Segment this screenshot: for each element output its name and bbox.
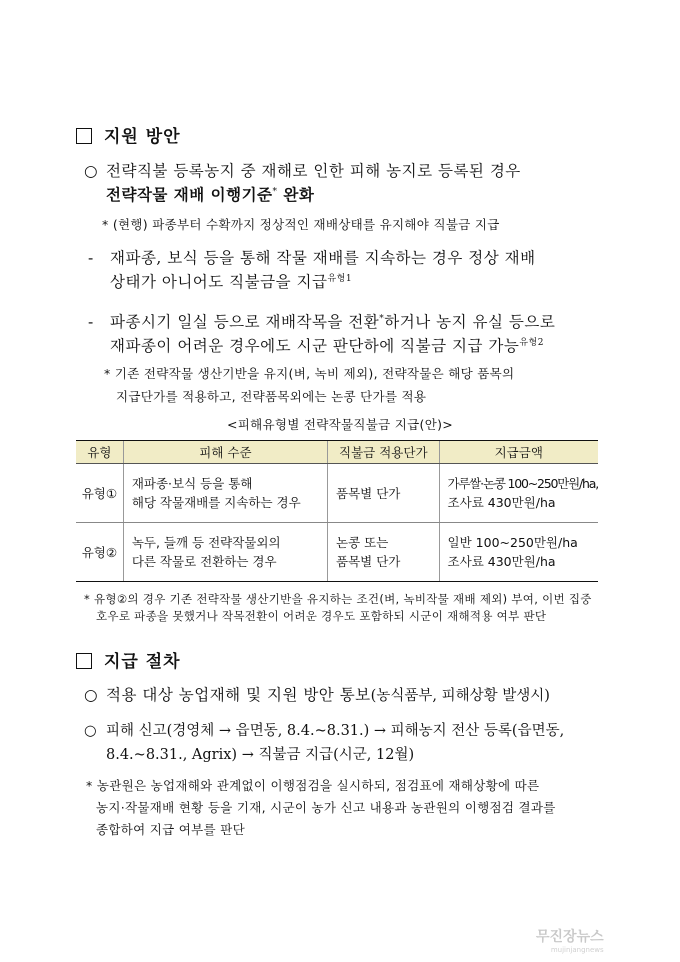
row2-amount: 일반 100~250만원/ha 조사료 430만원/ha (439, 523, 598, 582)
header-damage: 피해 수준 (123, 441, 327, 464)
note-inspection-line3: 종합하여 지급 여부를 판단 (96, 822, 245, 837)
dash-type2-line1: - 파종시기 일실 등으로 재배작목을 전환*하거나 농지 유실 등으로 (88, 313, 556, 331)
note-inspection-line2: 농지·작물재배 현황 등을 기재, 시군이 농가 신고 내용과 농관원의 이행점검 결과를 (96, 800, 556, 815)
bullet-notification: ○ 적용 대상 농업재해 및 지원 방안 통보(농식품부, 피해상황 발생시) (84, 686, 550, 704)
bullet-report-line2: 8.4.~8.31., Agrix) → 직불금 지급(시군, 12월) (106, 747, 415, 763)
note-existing-base-line1: * 기존 전략작물 생산기반을 유지(벼, 녹비 제외), 전략작물은 해당 품목의 (104, 366, 515, 381)
note-type2-line2: 호우로 파종을 못했거나 작목전환이 어려운 경우도 포함하되 시군이 재해적용 여부 판단 (96, 609, 547, 623)
header-amount: 지급금액 (439, 441, 598, 464)
row1-type: 유형① (76, 464, 123, 523)
checkbox-square-icon (76, 653, 92, 669)
payment-table (76, 440, 598, 582)
bullet-support-line2: 전략작물 재배 이행기준* 완화 (106, 185, 315, 204)
table-header-row (76, 441, 598, 464)
table-row (76, 523, 598, 582)
row2-damage: 녹두, 들깨 등 전략작물외의 다른 작물로 전환하는 경우 (123, 523, 327, 582)
circle-bullet-icon: ○ (84, 686, 99, 704)
checkbox-square-icon (76, 128, 92, 144)
header-rate: 직불금 적용단가 (328, 441, 440, 464)
circle-bullet-icon: ○ (84, 723, 97, 739)
bullet-report-line1: ○ 피해 신고(경영체 → 읍면동, 8.4.~8.31.) → 피해농지 전산 등록(읍면동, (84, 723, 565, 739)
circle-bullet-icon: ○ (84, 162, 99, 180)
dash-type1-line2: 상태가 아니어도 직불금을 지급$^{유형1}$ (110, 273, 353, 291)
note-current-rule: * (현행) 파종부터 수확까지 정상적인 재배상태를 유지해야 직불금 지급 (102, 217, 500, 232)
row1-amount: 가루쌀·논콩 100~250만원/ha, 조사료 430만원/ha (439, 464, 598, 523)
dash-type2-line2: 재파종이 어려운 경우에도 시군 판단하에 직불금 지급 가능$^{유형2}$ (110, 337, 544, 355)
section-title-payment-procedure: 지급 절차 (76, 647, 181, 672)
note-inspection-line1: * 농관원은 농업재해와 관계없이 이행점검을 실시하되, 점검표에 재해상황에 따른 (86, 778, 540, 793)
bullet-support-line1: ○ 전략직불 등록농지 중 재해로 인한 피해 농지로 등록된 경우 (84, 162, 521, 180)
table-row (76, 464, 598, 523)
note-existing-base-line2: 지급단가를 적용하고, 전략품목외에는 논콩 단가를 적용 (116, 389, 427, 404)
row1-damage: 재파종·보식 등을 통해 해당 작물재배를 지속하는 경우 (123, 464, 327, 523)
dash-type1-line1: - 재파종, 보식 등을 통해 작물 재배를 지속하는 경우 정상 재배 (88, 249, 536, 267)
row2-rate: 논콩 또는 품목별 단가 (328, 523, 440, 582)
header-type: 유형 (76, 441, 123, 464)
note-type2-line1: * 유형②의 경우 기존 전략작물 생산기반을 유지하는 조건(벼, 녹비작물 재배 제외) 부여, 이번 집중 (84, 592, 592, 606)
row1-rate: 품목별 단가 (328, 464, 440, 523)
section-title-support-plan: 지원 방안 (76, 122, 181, 147)
table-caption: <피해유형별 전략작물직불금 지급(안)> (226, 417, 454, 432)
watermark-logo: 무진장뉴스 mujinjangnews (536, 929, 604, 954)
row2-type: 유형② (76, 523, 123, 582)
